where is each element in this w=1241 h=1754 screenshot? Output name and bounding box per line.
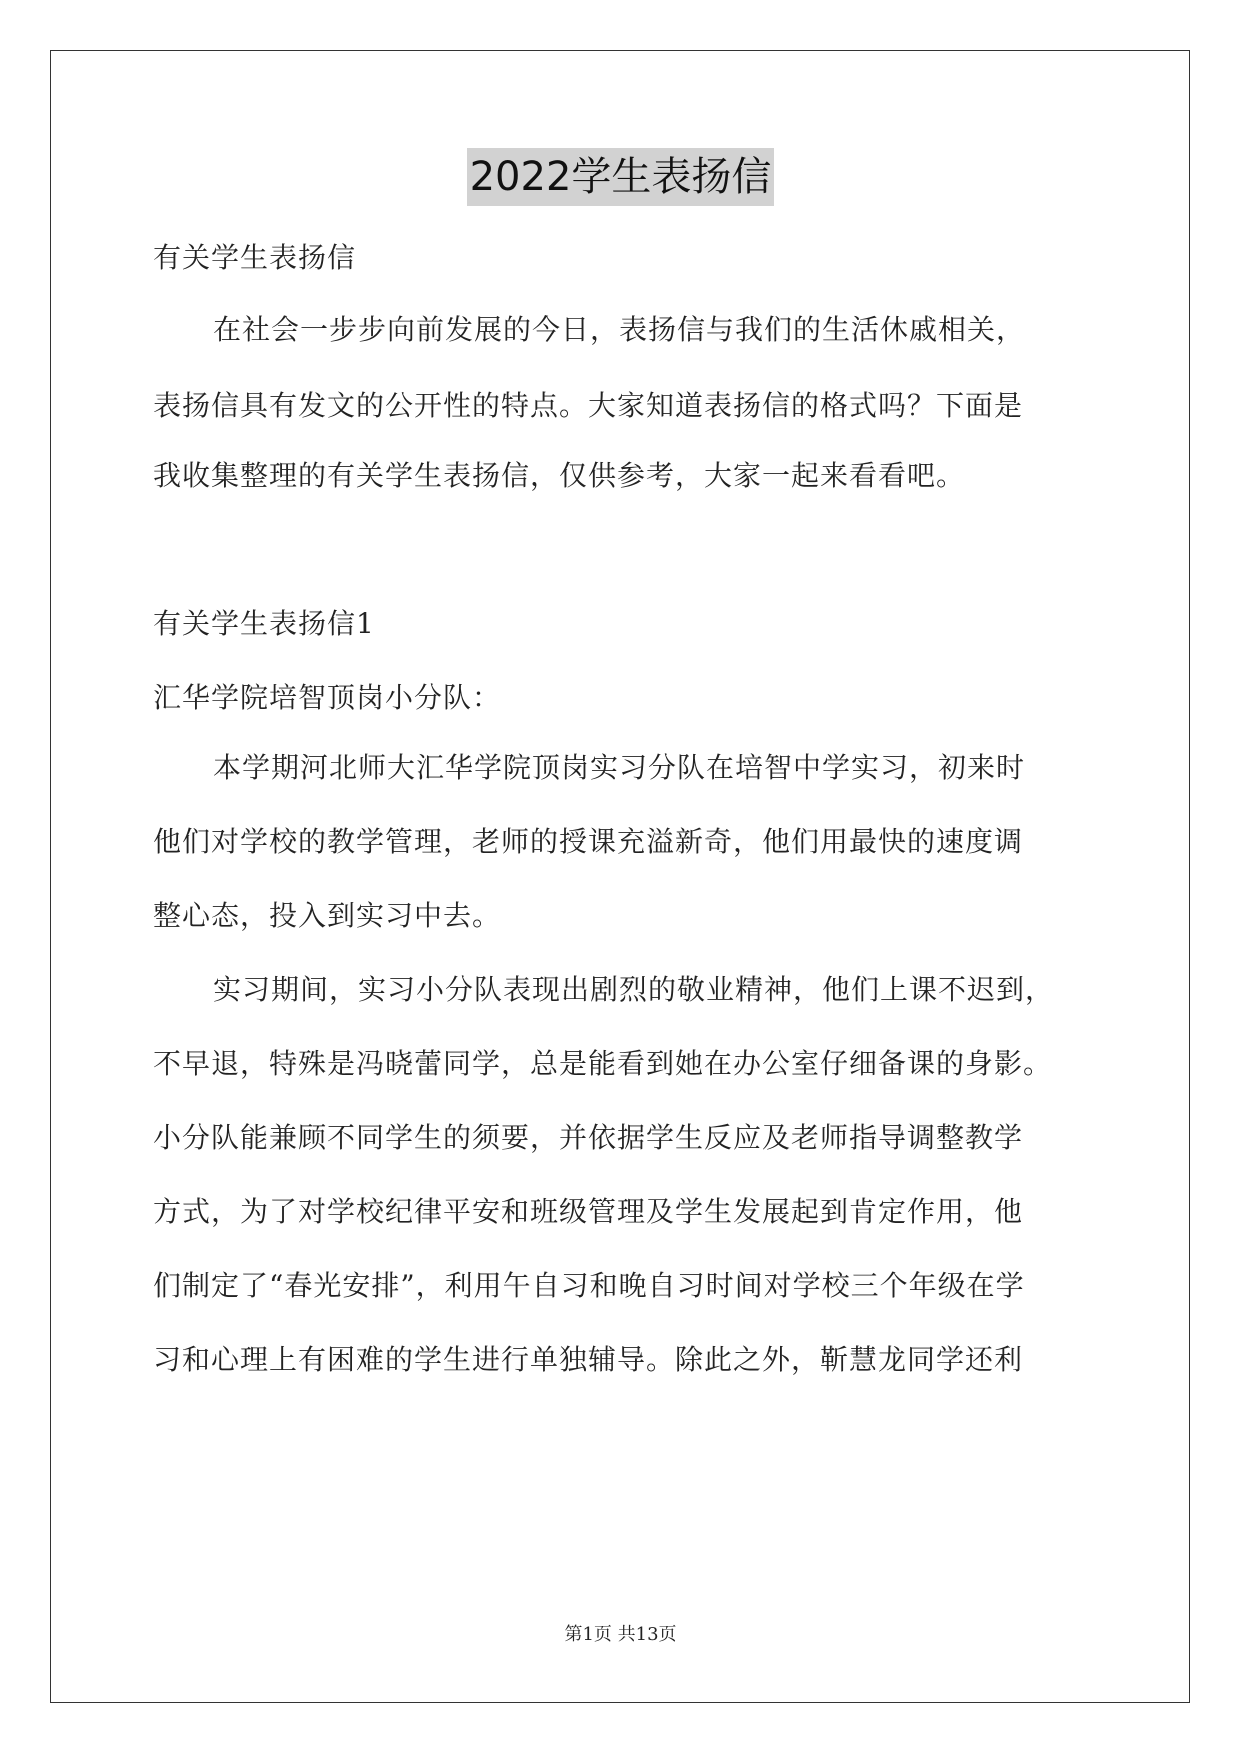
page-border	[50, 50, 1190, 1703]
intro-line: 表扬信具有发文的公开性的特点。大家知道表扬信的格式吗？下面是	[153, 389, 1024, 422]
paragraph-line: 们制定了“春光安排”，利用午自习和晚自习时间对学校三个年级在学	[153, 1269, 1025, 1302]
paragraph-line: 本学期河北师大汇华学院顶岗实习分队在培智中学实习，初来时	[213, 751, 1026, 784]
paragraph-line: 整心态，投入到实习中去。	[153, 899, 502, 932]
paragraph-line: 方式，为了对学校纪律平安和班级管理及学生发展起到肯定作用，他	[153, 1195, 1024, 1228]
section-heading: 有关学生表扬信1	[153, 607, 375, 640]
paragraph-line: 不早退，特殊是冯晓蕾同学，总是能看到她在办公室仔细备课的身影。	[153, 1047, 1053, 1080]
salutation: 汇华学院培智顶岗小分队：	[153, 681, 502, 714]
document-title-text: 2022学生表扬信	[467, 148, 775, 206]
document-title	[0, 148, 1241, 206]
intro-line: 在社会一步步向前发展的今日，表扬信与我们的生活休戚相关，	[213, 313, 1026, 346]
subtitle: 有关学生表扬信	[153, 241, 357, 274]
paragraph-line: 习和心理上有困难的学生进行单独辅导。除此之外，靳慧龙同学还利	[153, 1343, 1024, 1376]
paragraph-line: 实习期间，实习小分队表现出剧烈的敬业精神，他们上课不迟到，	[213, 973, 1055, 1006]
page-footer: 第1页 共13页	[564, 1624, 677, 1645]
intro-line: 我收集整理的有关学生表扬信，仅供参考，大家一起来看看吧。	[153, 459, 966, 492]
paragraph-line: 小分队能兼顾不同学生的须要，并依据学生反应及老师指导调整教学	[153, 1121, 1024, 1154]
paragraph-line: 他们对学校的教学管理，老师的授课充溢新奇，他们用最快的速度调	[153, 825, 1024, 858]
